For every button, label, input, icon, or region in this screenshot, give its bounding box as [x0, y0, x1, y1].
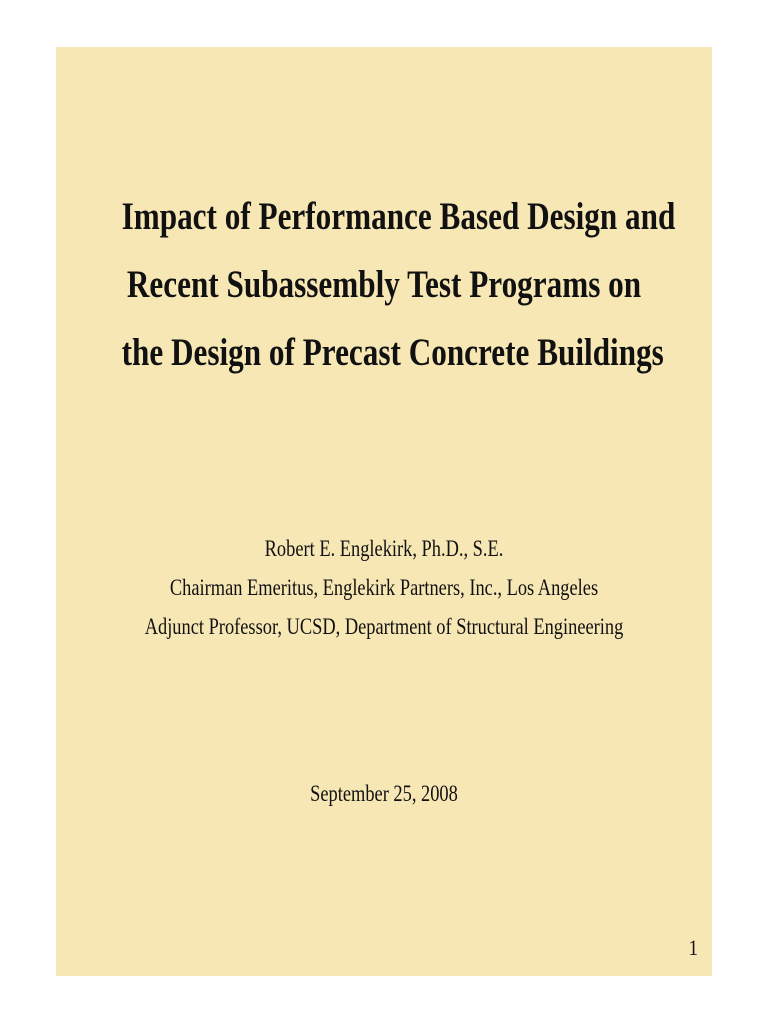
- author-affiliation-1: Chairman Emeritus, Englekirk Partners, Inc., Los Angeles: [169, 575, 599, 600]
- title-line-2: Recent Subassembly Test Programs on: [126, 263, 642, 306]
- page-number: 1: [688, 935, 698, 960]
- slide-title: [121, 183, 676, 387]
- author-affiliation-2: Adjunct Professor, UCSD, Department of Structural Engineering: [144, 614, 624, 639]
- author-name: Robert E. Englekirk, Ph.D., S.E.: [264, 536, 504, 561]
- presentation-date: September 25, 2008: [310, 781, 458, 806]
- slide: [56, 47, 712, 976]
- title-line-1: Impact of Performance Based Design and: [121, 195, 676, 238]
- author-block: [122, 529, 647, 646]
- title-line-3: the Design of Precast Concrete Buildings: [121, 331, 664, 374]
